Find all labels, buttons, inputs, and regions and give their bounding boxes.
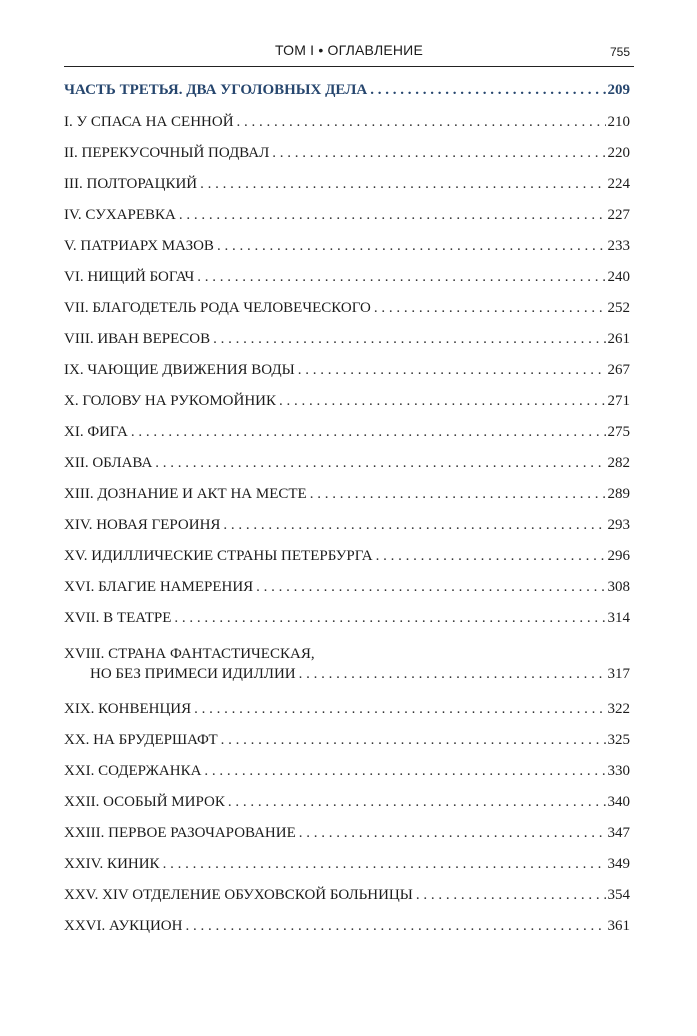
toc-entry-page: 349 bbox=[607, 856, 630, 872]
toc-entry-page: 354 bbox=[607, 887, 630, 903]
toc-entry-title: XX. НА БРУДЕРШАФТ bbox=[64, 732, 218, 748]
leader-dots bbox=[217, 236, 606, 256]
leader-dots bbox=[185, 916, 605, 936]
toc-entry[interactable] bbox=[64, 205, 630, 225]
toc-entry[interactable] bbox=[64, 792, 630, 812]
toc-entry[interactable] bbox=[64, 112, 630, 132]
toc-entry-title: XVII. В ТЕАТРЕ bbox=[64, 610, 172, 626]
toc-entry-page: 308 bbox=[607, 579, 630, 595]
toc-entry-title: XIX. КОНВЕНЦИЯ bbox=[64, 701, 192, 717]
toc-entry[interactable] bbox=[64, 546, 630, 566]
toc-entry-title: XXIV. КИНИК bbox=[64, 856, 160, 872]
toc-entry[interactable] bbox=[64, 298, 630, 318]
toc-entry-title: XXV. XIV ОТДЕЛЕНИЕ ОБУХОВСКОЙ БОЛЬНИЦЫ bbox=[64, 887, 413, 903]
toc-entry-title: VII. БЛАГОДЕТЕЛЬ РОДА ЧЕЛОВЕЧЕСКОГО bbox=[64, 300, 371, 316]
toc-entry-title: X. ГОЛОВУ НА РУКОМОЙНИК bbox=[64, 393, 277, 409]
toc-entry-page: 282 bbox=[607, 455, 630, 471]
leader-dots bbox=[213, 329, 605, 349]
toc-entry-page: 233 bbox=[607, 238, 630, 254]
toc-entry-title: VI. НИЩИЙ БОГАЧ bbox=[64, 269, 195, 285]
leader-dots bbox=[179, 205, 606, 225]
toc-entry[interactable] bbox=[64, 730, 630, 750]
toc-entry-page: 361 bbox=[607, 918, 630, 934]
leader-dots bbox=[279, 391, 605, 411]
toc-part-heading[interactable] bbox=[64, 80, 630, 100]
toc-entry-page: 340 bbox=[607, 794, 630, 810]
toc-entry-page: 252 bbox=[607, 300, 630, 316]
toc-entry-title: XXII. ОСОБЫЙ МИРОК bbox=[64, 794, 225, 810]
leader-dots bbox=[228, 792, 606, 812]
leader-dots bbox=[272, 143, 605, 163]
toc-entry-page: 275 bbox=[607, 424, 630, 440]
toc-entry-title: V. ПАТРИАРХ МАЗОВ bbox=[64, 238, 214, 254]
leader-dots bbox=[416, 885, 606, 905]
toc-entry[interactable] bbox=[64, 761, 630, 781]
leader-dots bbox=[310, 484, 606, 504]
page-number: 755 bbox=[609, 45, 630, 59]
toc-entry[interactable] bbox=[64, 885, 630, 905]
toc-part-title: ЧАСТЬ ТРЕТЬЯ. ДВА УГОЛОВНЫХ ДЕЛА bbox=[64, 82, 368, 98]
toc-entry-page: 261 bbox=[607, 331, 630, 347]
toc-entry-page: 325 bbox=[607, 732, 630, 748]
leader-dots bbox=[223, 515, 605, 535]
toc-entry-page: 210 bbox=[607, 114, 630, 130]
toc-entry-title: XXVI. АУКЦИОН bbox=[64, 918, 183, 934]
leader-dots bbox=[374, 298, 606, 318]
toc-entry-page: 317 bbox=[607, 666, 630, 682]
toc-entry[interactable] bbox=[64, 608, 630, 628]
leader-dots bbox=[174, 608, 605, 628]
leader-dots bbox=[299, 664, 606, 684]
leader-dots bbox=[155, 453, 605, 473]
toc-entry-title: XXIII. ПЕРВОЕ РАЗОЧАРОВАНИЕ bbox=[64, 825, 296, 841]
toc-entry-page: 227 bbox=[607, 207, 630, 223]
toc-entry-page: 240 bbox=[607, 269, 630, 285]
toc-entry[interactable] bbox=[64, 823, 630, 843]
toc-entry[interactable] bbox=[64, 267, 630, 287]
toc-entry-title: VIII. ИВАН ВЕРЕСОВ bbox=[64, 331, 211, 347]
toc-entry[interactable] bbox=[64, 577, 630, 597]
running-header bbox=[64, 40, 634, 67]
toc-entry-title: XV. ИДИЛЛИЧЕСКИЕ СТРАНЫ ПЕТЕРБУРГА bbox=[64, 548, 373, 564]
toc-entry-title: XIV. НОВАЯ ГЕРОИНЯ bbox=[64, 517, 221, 533]
leader-dots bbox=[200, 174, 605, 194]
toc-entry[interactable] bbox=[64, 644, 630, 684]
toc-entry-title: XVI. БЛАГИЕ НАМЕРЕНИЯ bbox=[64, 579, 254, 595]
leader-dots bbox=[376, 546, 606, 566]
toc-entry[interactable] bbox=[64, 484, 630, 504]
leader-dots bbox=[237, 112, 606, 132]
toc-entry-page: 220 bbox=[607, 145, 630, 161]
toc-entry[interactable] bbox=[64, 916, 630, 936]
toc-entry-page: 271 bbox=[607, 393, 630, 409]
leader-dots bbox=[370, 80, 605, 100]
toc-entry[interactable] bbox=[64, 329, 630, 349]
toc-entry[interactable] bbox=[64, 360, 630, 380]
leader-dots bbox=[194, 699, 605, 719]
toc-entry-title: IV. СУХАРЕВКА bbox=[64, 207, 176, 223]
toc-entry-title: XII. ОБЛАВА bbox=[64, 455, 153, 471]
toc-entry-page: 322 bbox=[607, 701, 630, 717]
toc-entry-page: 224 bbox=[607, 176, 630, 192]
toc-entry-title: II. ПЕРЕКУСОЧНЫЙ ПОДВАЛ bbox=[64, 145, 270, 161]
toc-entry-title: XVIII. СТРАНА ФАНТАСТИЧЕСКАЯ, bbox=[64, 646, 315, 662]
toc-entry[interactable] bbox=[64, 453, 630, 473]
toc-entry-title: XXI. СОДЕРЖАНКА bbox=[64, 763, 202, 779]
toc-entry-title: I. У СПАСА НА СЕННОЙ bbox=[64, 114, 234, 130]
toc-entry-page: 347 bbox=[607, 825, 630, 841]
toc-entry-page: 314 bbox=[607, 610, 630, 626]
toc-entry-page: 330 bbox=[607, 763, 630, 779]
running-header-title: ТОМ I • ОГЛАВЛЕНИЕ bbox=[275, 42, 423, 58]
toc-part-page: 209 bbox=[607, 82, 630, 98]
toc-entry-page: 296 bbox=[607, 548, 630, 564]
toc-entry[interactable] bbox=[64, 143, 630, 163]
leader-dots bbox=[204, 761, 605, 781]
toc-entry[interactable] bbox=[64, 699, 630, 719]
toc-entry-page: 267 bbox=[607, 362, 630, 378]
toc-entry-page: 289 bbox=[607, 486, 630, 502]
leader-dots bbox=[299, 823, 606, 843]
toc-entry-title: III. ПОЛТОРАЦКИЙ bbox=[64, 176, 198, 192]
toc-entry[interactable] bbox=[64, 236, 630, 256]
toc-entry[interactable] bbox=[64, 854, 630, 874]
toc-entry-title: XIII. ДОЗНАНИЕ И АКТ НА МЕСТЕ bbox=[64, 486, 307, 502]
toc-entry-title: IX. ЧАЮЩИЕ ДВИЖЕНИЯ ВОДЫ bbox=[64, 362, 295, 378]
leader-dots bbox=[163, 854, 606, 874]
leader-dots bbox=[197, 267, 605, 287]
toc-entry[interactable] bbox=[64, 515, 630, 535]
toc-entry[interactable] bbox=[64, 174, 630, 194]
leader-dots bbox=[131, 422, 606, 442]
toc-entry-title-continuation: НО БЕЗ ПРИМЕСИ ИДИЛЛИИ bbox=[90, 666, 296, 682]
leader-dots bbox=[256, 577, 605, 597]
toc-entry[interactable] bbox=[64, 391, 630, 411]
leader-dots bbox=[298, 360, 606, 380]
toc-entry[interactable] bbox=[64, 422, 630, 442]
leader-dots bbox=[221, 730, 606, 750]
toc-entry-title: XI. ФИГА bbox=[64, 424, 128, 440]
toc-entry-page: 293 bbox=[607, 517, 630, 533]
